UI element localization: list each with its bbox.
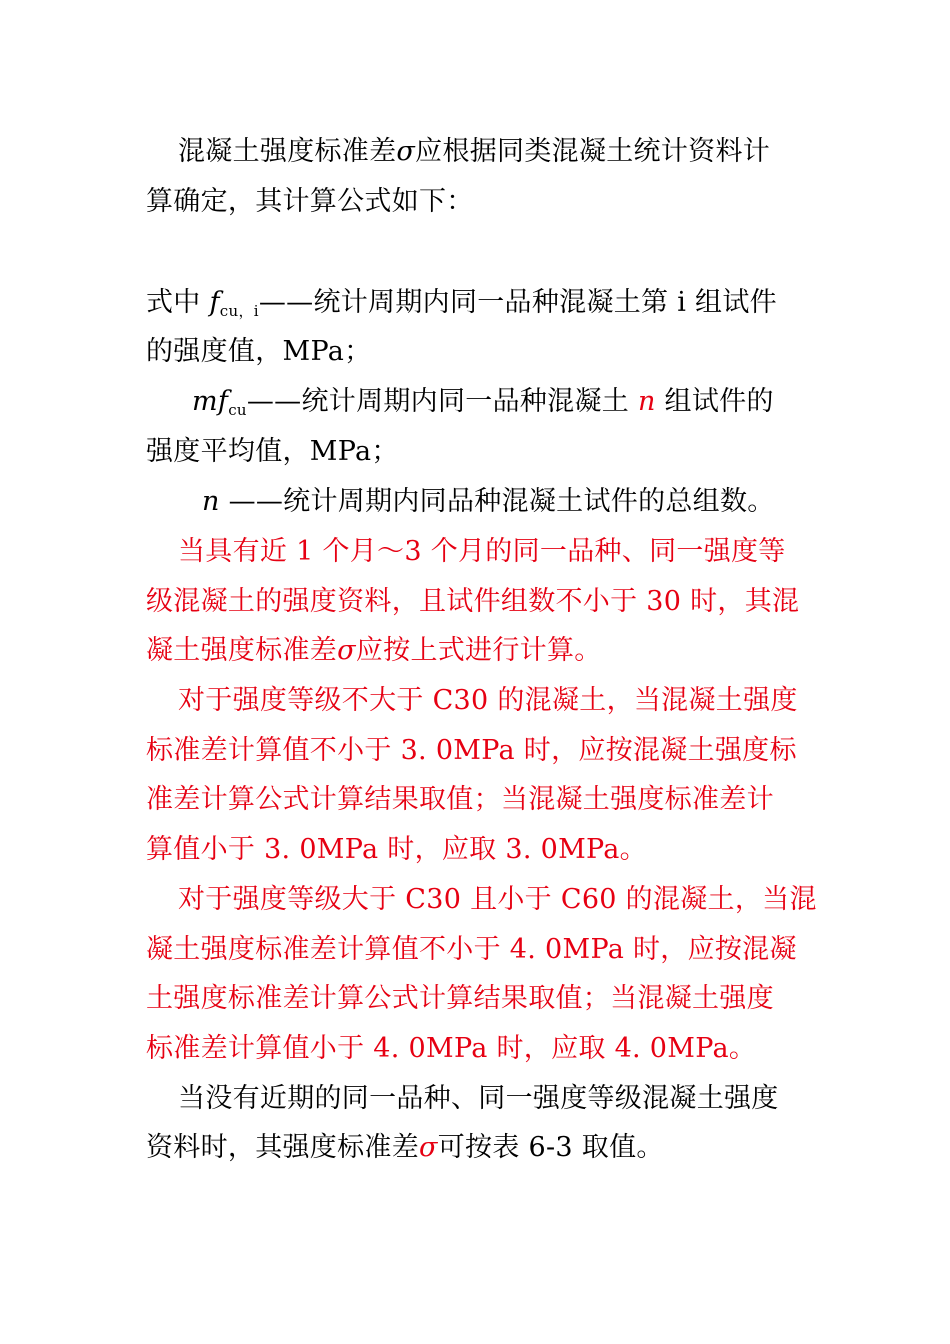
para-c30-line-4 xyxy=(146,825,816,875)
para-c60-line-1 xyxy=(178,875,848,925)
def-mfcu-line-2 xyxy=(146,427,816,477)
fcu-subscript: cu，i xyxy=(219,302,259,320)
sigma-symbol: σ xyxy=(337,635,356,666)
intro-line-1 xyxy=(178,127,848,177)
para-c60-line-4 xyxy=(146,1024,816,1074)
intro-text: 混凝土强度标准差 xyxy=(178,136,397,167)
intro-text: 算确定，其计算公式如下： xyxy=(146,186,474,217)
para-c60-line-3 xyxy=(146,974,816,1024)
def-prefix: 式中 xyxy=(146,287,210,318)
fcu-symbol: f xyxy=(209,287,220,318)
para-table-line-1 xyxy=(178,1074,848,1124)
para-text: 土强度标准差计算公式计算结果取值；当混凝土强度 xyxy=(146,983,774,1014)
para-c30-line-2 xyxy=(146,726,816,776)
def-n-line xyxy=(202,477,872,527)
def-fcui-line-1 xyxy=(146,278,816,328)
para-text: 凝土强度标准差 xyxy=(146,635,338,666)
fcu-subscript: cu xyxy=(228,401,247,419)
para-text: 凝土强度标准差计算值不小于 4. 0MPa 时，应按混凝 xyxy=(146,934,797,965)
para-text: 对于强度等级不大于 C30 的混凝土，当混凝土强度 xyxy=(178,685,798,716)
para-c30-line-3 xyxy=(146,775,816,825)
para-table-line-2 xyxy=(146,1123,816,1173)
para-text: 应按上式进行计算。 xyxy=(355,635,602,666)
intro-line-2 xyxy=(146,177,816,227)
para-c30-line-1 xyxy=(178,676,848,726)
def-text: 组试件的 xyxy=(655,386,774,417)
para-text: 当没有近期的同一品种、同一强度等级混凝土强度 xyxy=(178,1083,779,1114)
n-symbol: n xyxy=(637,386,656,417)
para-text: 级混凝土的强度资料，且试件组数不小于 30 时，其混 xyxy=(146,586,800,617)
def-text: 的强度值，MPa； xyxy=(146,336,372,367)
sigma-symbol: σ xyxy=(419,1132,438,1163)
para-text: 资料时，其强度标准差 xyxy=(146,1132,419,1163)
para-30-line-2 xyxy=(146,577,816,627)
def-text: ——统计周期内同一品种混凝土 xyxy=(246,386,638,417)
para-text: 可按表 6-3 取值。 xyxy=(437,1132,664,1163)
para-30-line-3 xyxy=(146,626,816,676)
para-c60-line-2 xyxy=(146,925,816,975)
fcu-symbol: f xyxy=(217,386,229,417)
def-text: ——统计周期内同品种混凝土试件的总组数。 xyxy=(219,486,775,517)
para-text: 当具有近 1 个月～3 个月的同一品种、同一强度等 xyxy=(178,536,786,567)
sigma-symbol: σ xyxy=(396,136,416,167)
n-symbol: n xyxy=(202,486,220,517)
para-30-line-1 xyxy=(178,527,848,577)
para-text: 标准差计算值不小于 3. 0MPa 时，应按混凝土强度标 xyxy=(146,735,797,766)
m-symbol: m xyxy=(192,386,218,417)
def-text: 强度平均值，MPa； xyxy=(146,436,399,467)
intro-text: 应根据同类混凝土统计资料计 xyxy=(415,136,771,167)
def-mfcu-line-1 xyxy=(192,377,862,427)
para-text: 对于强度等级大于 C30 且小于 C60 的混凝土，当混 xyxy=(178,884,817,915)
def-fcui-line-2 xyxy=(146,327,816,377)
para-text: 算值小于 3. 0MPa 时，应取 3. 0MPa。 xyxy=(146,834,647,865)
def-text: ——统计周期内同一品种混凝土第 i 组试件 xyxy=(258,287,777,318)
para-text: 准差计算公式计算结果取值；当混凝土强度标准差计 xyxy=(146,784,774,815)
para-text: 标准差计算值小于 4. 0MPa 时，应取 4. 0MPa。 xyxy=(146,1033,757,1064)
